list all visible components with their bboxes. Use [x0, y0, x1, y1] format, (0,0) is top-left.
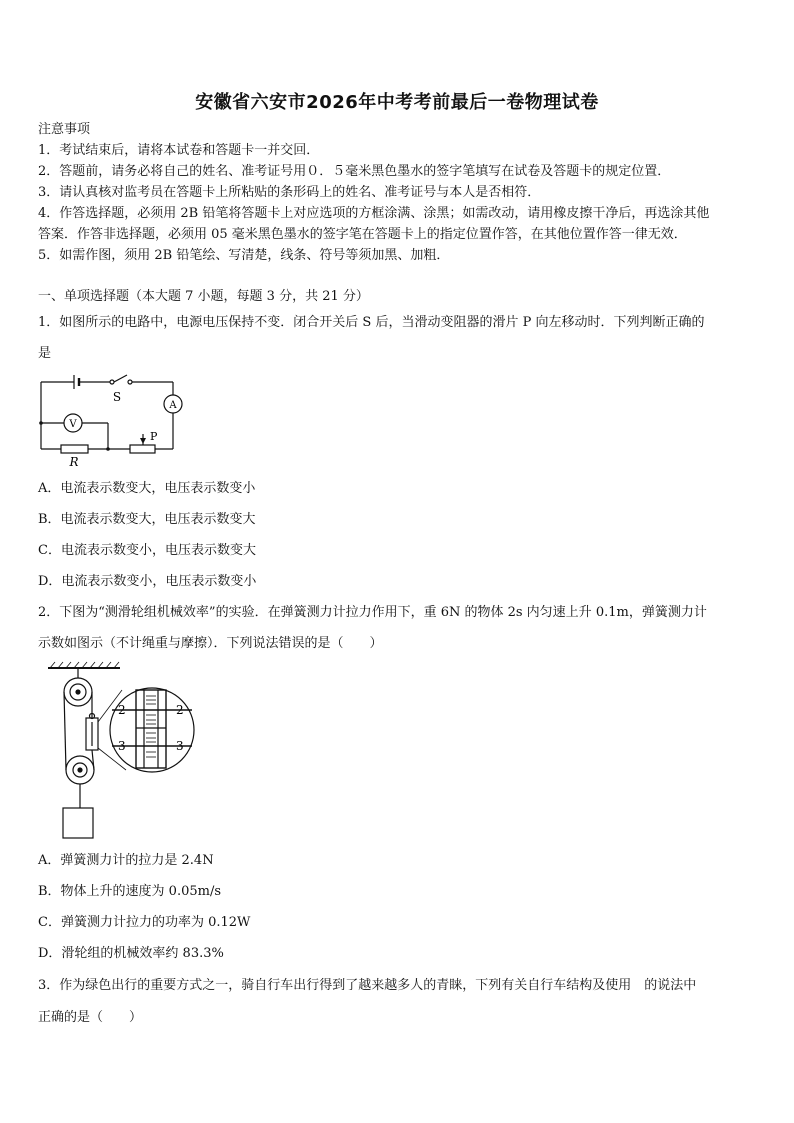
q1-option-c[interactable]: C．电流表示数变小，电压表示数变大	[38, 543, 256, 558]
q2-option-a[interactable]: A．弹簧测力计的拉力是 2.4N	[38, 853, 214, 868]
q2-stem: 2．下图为“测滑轮组机械效率”的实验．在弹簧测力计拉力作用下，重 6N 的物体 2s 内匀速上升 0.1m，弹簧测力计	[38, 605, 707, 620]
scale-ticks	[146, 696, 156, 757]
q2-option-d[interactable]: D．滑轮组的机械效率约 83.3%	[38, 946, 224, 961]
q1-option-b[interactable]: B．电流表示数变大，电压表示数变大	[38, 512, 256, 527]
notice-item: 2．答题前，请务必将自己的姓名、准考证号用０．５毫米黑色墨水的签字笔填写在试卷及答题卡的规定位置．	[38, 164, 671, 179]
weight-block-icon	[63, 808, 93, 838]
notice-item: 4．作答选择题，必须用 2B 铅笔将答题卡上对应选项的方框涂满、涂黑；如需改动，请用橡皮擦干净后，再选涂其他	[38, 206, 710, 221]
q1-circuit-diagram	[36, 372, 196, 472]
switch-blade	[114, 375, 127, 382]
switch-contact	[110, 380, 114, 384]
q1-stem: 1．如图所示的电路中，电源电压保持不变．闭合开关后 S 后，当滑动变阻器的滑片 P 向左移动时．下列判断正确的	[38, 315, 705, 330]
magnified-view-icon	[110, 688, 194, 772]
switch-label: S	[112, 390, 122, 404]
scale-label: 2	[118, 703, 126, 717]
q2-stem-cont: 示数如图示（不计绳重与摩擦）．下列说法错误的是（ ）	[38, 636, 383, 651]
voltmeter-label: V	[69, 419, 77, 430]
resistor-label: R	[69, 455, 79, 469]
slider-label: P	[150, 430, 158, 443]
section-heading: 一、单项选择题（本大题 7 小题，每题 3 分，共 21 分）	[38, 289, 369, 304]
q1-option-d[interactable]: D．电流表示数变小，电压表示数变小	[38, 574, 257, 589]
q2-pulley-diagram	[40, 660, 200, 842]
q3-stem-cont: 正确的是（ ）	[38, 1010, 143, 1025]
q1-option-a[interactable]: A．电流表示数变大，电压表示数变小	[38, 481, 256, 496]
resistor-icon	[61, 445, 88, 453]
ammeter-label: A	[169, 400, 177, 411]
slider-arrow-icon	[140, 438, 146, 444]
notice-item: 1．考试结束后，请将本试卷和答题卡一并交回．	[38, 143, 320, 158]
notice-item: 5．如需作图，须用 2B 铅笔绘、写清楚，线条、符号等须加黑、加粗．	[38, 248, 450, 263]
scale-label: 2	[176, 703, 184, 717]
notice-heading: 注意事项	[38, 122, 91, 137]
page-title: 安徽省六安市2026年中考考前最后一卷物理试卷	[195, 92, 599, 113]
rheostat-icon	[130, 445, 155, 453]
q2-option-c[interactable]: C．弹簧测力计拉力的功率为 0.12W	[38, 915, 251, 930]
q3-stem: 3．作为绿色出行的重要方式之一，骑自行车出行得到了越来越多人的青睐，下列有关自行车结构及使用 的说法中	[38, 978, 697, 993]
scale-label: 3	[176, 739, 184, 753]
scale-label: 3	[118, 739, 126, 753]
q2-option-b[interactable]: B．物体上升的速度为 0.05m/s	[38, 884, 222, 899]
q1-stem-cont: 是	[38, 346, 52, 361]
notice-item: 答案．作答非选择题，必须用 05 毫米黑色墨水的签字笔在答题卡上的指定位置作答，在其他位置作答一律无效．	[38, 227, 687, 242]
notice-item: 3．请认真核对监考员在答题卡上所粘贴的条形码上的姓名、准考证号与本人是否相符．	[38, 185, 541, 200]
